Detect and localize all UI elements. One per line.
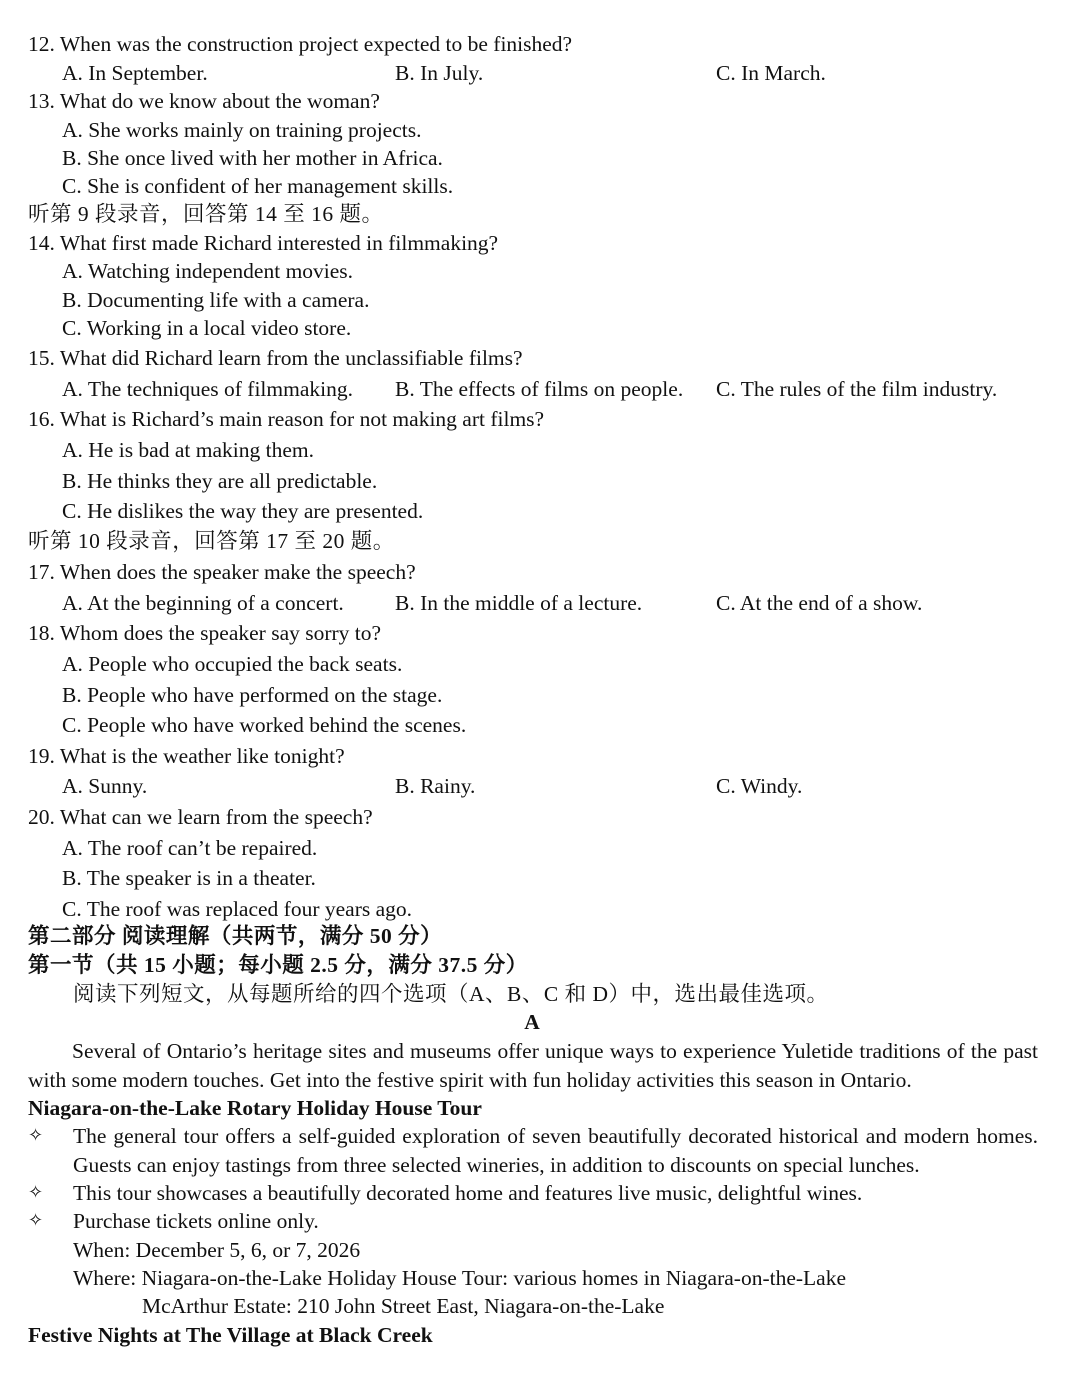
question-19-stem: 19. What is the weather like tonight? [28, 744, 345, 768]
bullet-text: This tour showcases a beautifully decorated home and features live music, delightful wines. [73, 1181, 863, 1205]
question-17-option-a: A. At the beginning of a concert. [62, 591, 344, 615]
question-19-option-a: A. Sunny. [62, 774, 148, 798]
event-where: Where: Niagara-on-the-Lake Holiday House Tour: various homes in Niagara-on-the-Lake [73, 1266, 846, 1290]
sparkle-bullet-icon: ✧ [28, 1210, 44, 1231]
passage-intro: Several of Ontario’s heritage sites and museums offer unique ways to experience Yuletide traditions of the past with some modern touches. Get into the festive spirit with fun holiday activities this season in Ontario. [28, 1039, 1038, 1092]
question-17-option-b: B. In the middle of a lecture. [395, 591, 643, 615]
heading-festive-nights: Festive Nights at The Village at Black Creek [28, 1323, 433, 1347]
question-18-option-a: A. People who occupied the back seats. [62, 652, 403, 676]
question-14-stem: 14. What first made Richard interested in filmmaking? [28, 231, 499, 255]
question-16-option-b: B. He thinks they are all predictable. [62, 469, 378, 493]
part-2-title: 第二部分 阅读理解（共两节，满分 50 分） [28, 924, 443, 948]
question-15-option-c: C. The rules of the film industry. [716, 377, 998, 401]
question-12-stem: 12. When was the construction project expected to be finished? [28, 32, 573, 56]
list-item [28, 1207, 1038, 1236]
question-18-option-c: C. People who have worked behind the scenes. [62, 713, 467, 737]
heading-holiday-house-tour: Niagara-on-the-Lake Rotary Holiday House Tour [28, 1096, 482, 1120]
list-item [28, 1122, 1038, 1179]
bullet-text: The general tour offers a self-guided exploration of seven beautifully decorated historical and modern homes. Guests can enjoy tastings from three selected wineries, in addition to discounts on special lunches. [73, 1124, 1038, 1177]
question-14-option-a: A. Watching independent movies. [62, 259, 354, 283]
question-20-stem: 20. What can we learn from the speech? [28, 805, 373, 829]
question-17-stem: 17. When does the speaker make the speech? [28, 560, 416, 584]
question-15-option-a: A. The techniques of filmmaking. [62, 377, 353, 401]
question-16-option-a: A. He is bad at making them. [62, 438, 314, 462]
sparkle-bullet-icon: ✧ [28, 1125, 44, 1146]
question-18-stem: 18. Whom does the speaker say sorry to? [28, 621, 382, 645]
question-12-option-b: B. In July. [395, 61, 484, 85]
question-12-option-a: A. In September. [62, 61, 208, 85]
question-16-stem: 16. What is Richard’s main reason for not making art films? [28, 407, 545, 431]
event-when: When: December 5, 6, or 7, 2026 [73, 1238, 361, 1262]
question-19-option-b: B. Rainy. [395, 774, 476, 798]
question-13-stem: 13. What do we know about the woman? [28, 89, 380, 113]
question-19-option-c: C. Windy. [716, 774, 803, 798]
question-15-option-b: B. The effects of films on people. [395, 377, 684, 401]
question-17-option-c: C. At the end of a show. [716, 591, 923, 615]
bullet-text: Purchase tickets online only. [73, 1209, 319, 1233]
question-12-option-c: C. In March. [716, 61, 826, 85]
question-16-option-c: C. He dislikes the way they are presented. [62, 499, 424, 523]
event-where-second: McArthur Estate: 210 John Street East, Niagara-on-the-Lake [142, 1294, 665, 1318]
question-20-option-c: C. The roof was replaced four years ago. [62, 897, 413, 921]
question-14-option-c: C. Working in a local video store. [62, 316, 352, 340]
question-13-option-c: C. She is confident of her management skills. [62, 174, 454, 198]
question-20-option-a: A. The roof can’t be repaired. [62, 836, 318, 860]
question-13-option-a: A. She works mainly on training projects. [62, 118, 422, 142]
section-10-instruction: 听第 10 段录音，回答第 17 至 20 题。 [28, 529, 395, 553]
question-18-option-b: B. People who have performed on the stage. [62, 683, 443, 707]
question-13-option-b: B. She once lived with her mother in Africa. [62, 146, 443, 170]
section-9-instruction: 听第 9 段录音，回答第 14 至 16 题。 [28, 202, 384, 226]
list-item [28, 1179, 1038, 1208]
question-20-option-b: B. The speaker is in a theater. [62, 866, 316, 890]
question-14-option-b: B. Documenting life with a camera. [62, 288, 370, 312]
passage-letter: A [524, 1010, 540, 1034]
section-1-title: 第一节（共 15 小题；每小题 2.5 分，满分 37.5 分） [28, 953, 528, 977]
sparkle-bullet-icon: ✧ [28, 1182, 44, 1203]
reading-instruction: 阅读下列短文，从每题所给的四个选项（A、B、C 和 D）中，选出最佳选项。 [73, 982, 829, 1006]
question-15-stem: 15. What did Richard learn from the unclassifiable films? [28, 346, 523, 370]
